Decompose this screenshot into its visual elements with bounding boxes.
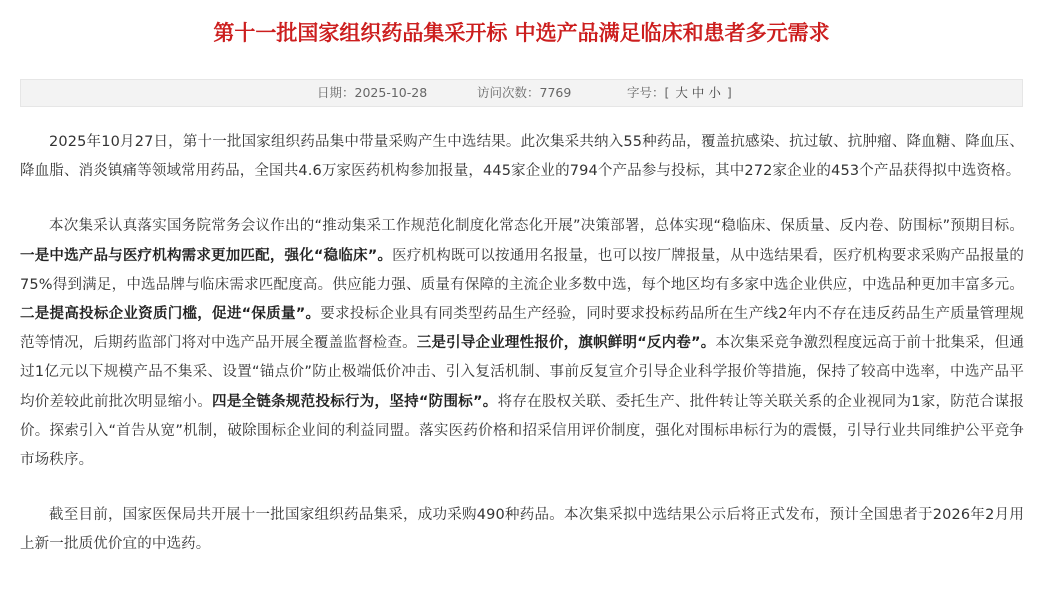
article-meta-bar <box>20 79 1023 107</box>
key-point-3: 三是引导企业理性报价，旗帜鲜明“反内卷”。 <box>416 335 716 352</box>
visits-label: 访问次数： <box>477 85 540 100</box>
key-point-1: 一是中选产品与医疗机构需求更加匹配，强化“稳临床”。 <box>20 247 393 264</box>
paragraph-2 <box>20 212 1024 475</box>
paragraph-2-text-3: 要求投标企业具有同类型药品生产经验，同时要求投标药品所在生产线2年内不存在违反药品生产质量管理规范等情况，后期药监部门将对中选产品开展全覆盖监督检查。 <box>20 306 1024 352</box>
date-value: 2025-10-28 <box>354 85 428 100</box>
publish-date <box>317 80 427 106</box>
paragraph-1: 2025年10月27日，第十一批国家组织药品集中带量采购产生中选结果。此次集采共纳入55种药品，覆盖抗感染、抗过敏、抗肿瘤、降血糖、降血压、降血脂、消炎镇痛等领域常用药品，全国共4.6万家医药机构参加报量，445家企业的794个产品参与投标，其中272家企业的453个产品获得拟中选资格。 <box>20 134 1024 180</box>
visit-count <box>477 80 571 106</box>
page-title: 第十一批国家组织药品集采开标 中选产品满足临床和患者多元需求 <box>213 21 830 45</box>
font-size-large-link[interactable]: 大 <box>675 85 688 100</box>
paragraph-2-text-4: 本次集采竞争激烈程度远高于前十批集采，但通过1亿元以下规模产品不集采、设置“锚点价”防止极端低价冲击、引入复活机制、事前反复宣介引导企业科学报价等措施，保持了较高中选率，中选产品平均价差较此前批次明显缩小。 <box>20 335 1024 410</box>
paragraph-3: 截至目前，国家医保局共开展十一批国家组织药品集采，成功采购490种药品。本次集采拟中选结果公示后将正式发布，预计全国患者于2026年2月用上新一批质优价宜的中选药。 <box>20 507 1024 553</box>
key-point-4: 四是全链条规范投标行为，坚持“防围标”。 <box>212 393 498 410</box>
date-label: 日期： <box>317 85 355 100</box>
bracket-open: [ <box>664 85 670 100</box>
font-size-switcher <box>627 80 732 106</box>
paragraph-2-text-5: 将存在股权关联、委托生产、批件转让等关联关系的企业视同为1家，防范合谋报价。探索引入“首告从宽”机制，破除围标企业间的利益同盟。落实医药价格和招采信用评价制度，强化对围标串标行为的震慑，引导行业共同维护公平竞争市场秩序。 <box>20 393 1025 469</box>
paragraph-2-text-1: 本次集采认真落实国务院常务会议作出的“推动集采工作规范化制度化常态化开展”决策部署，总体实现“稳临床、保质量、反内卷、防围标”预期目标。 <box>49 218 1024 235</box>
font-size-medium-link[interactable]: 中 <box>691 85 705 100</box>
bracket-close: ] <box>726 85 732 100</box>
article-body <box>20 128 1024 586</box>
key-point-2: 二是提高投标企业资质门槛，促进“保质量”。 <box>20 306 321 323</box>
visits-value: 7769 <box>539 85 572 100</box>
font-size-small-link[interactable]: 小 <box>708 85 721 100</box>
paragraph-2-text-2: 医疗机构既可以按通用名报量，也可以按厂牌报量，从中选结果看，医疗机构要求采购产品报量的75%得到满足，中选品牌与临床需求匹配度高。供应能力强、质量有保障的主流企业多数中选，每个地区均有多家中选企业供应，中选品种更加丰富多元。 <box>20 247 1024 293</box>
font-size-label: 字号： <box>627 85 665 100</box>
